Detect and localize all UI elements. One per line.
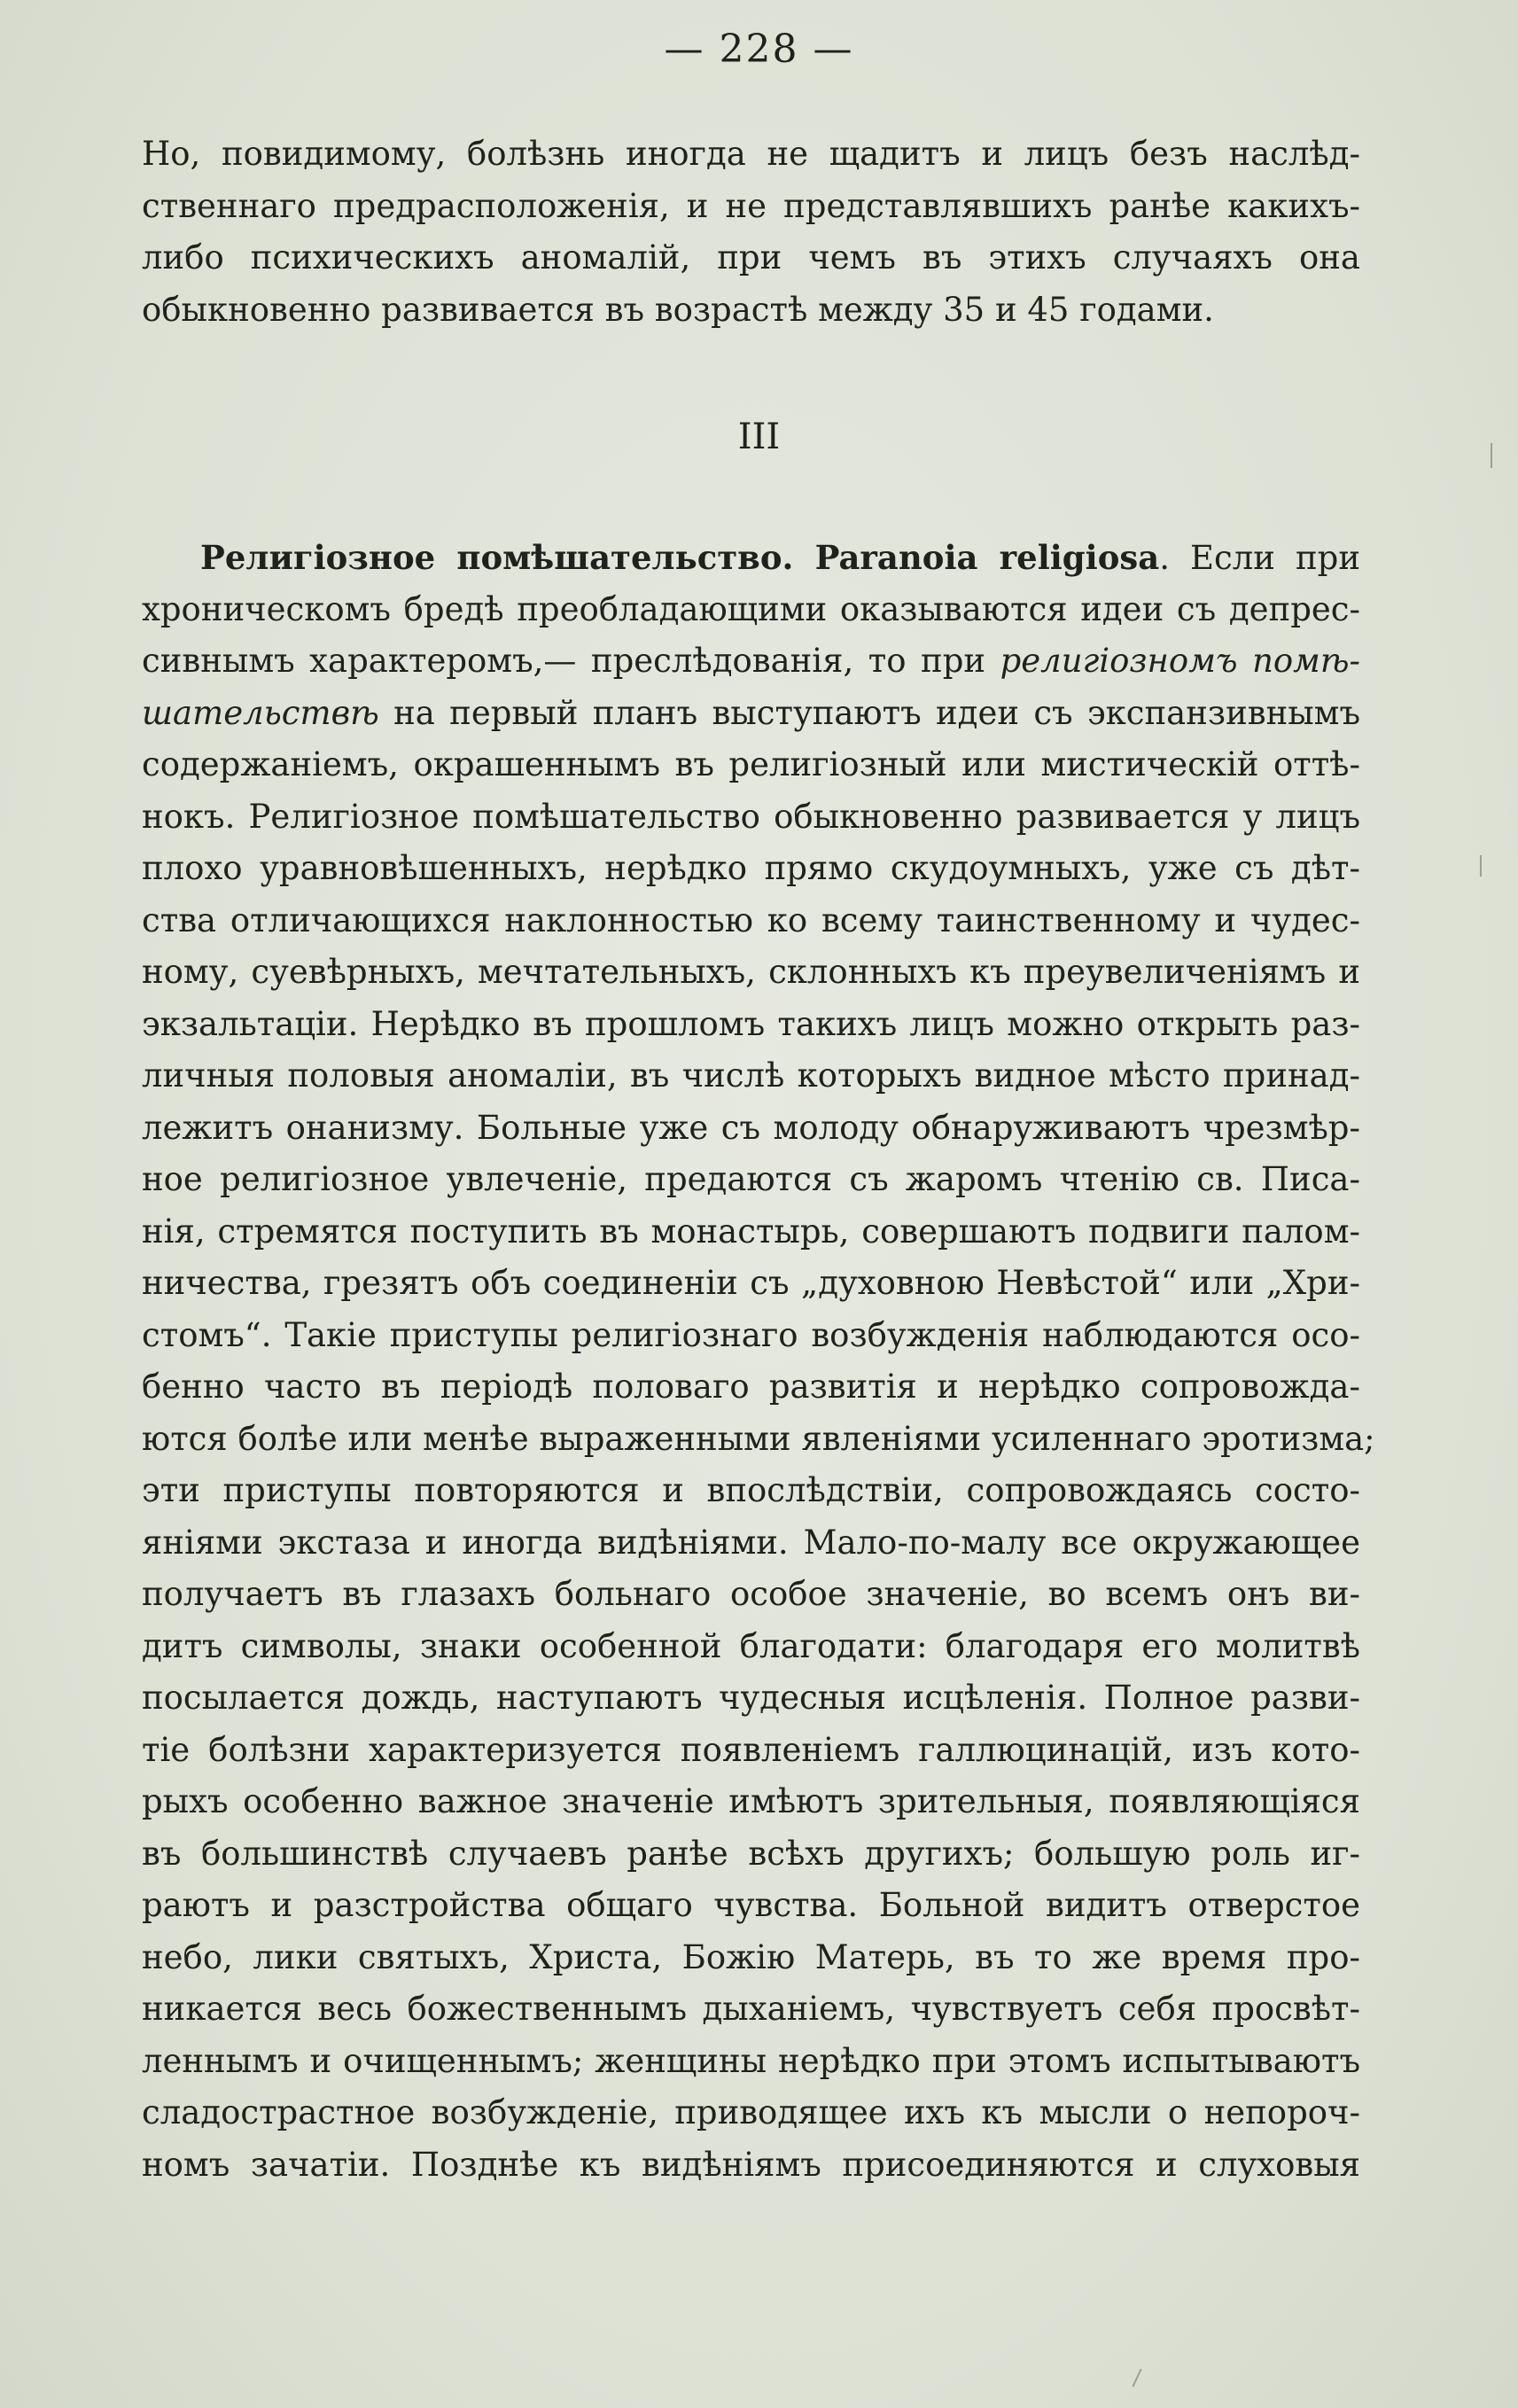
text-line: либо психическихъ аномалій, при чемъ въ этихъ случаяхъ она: [142, 238, 1360, 277]
text-line: Но, повидимому, болѣзнь иногда не щадитъ и лицъ безъ наслѣд-: [142, 135, 1360, 173]
text-line: бенно часто въ періодѣ половаго развитія и нерѣдко сопровожда-: [142, 1368, 1360, 1406]
text-line: ному, суевѣрныхъ, мечтательныхъ, склонныхъ къ преувеличеніямъ и: [142, 953, 1360, 991]
margin-scratch: [1132, 2369, 1141, 2388]
text-line: личныя половыя аномаліи, въ числѣ которыхъ видное мѣсто принад-: [142, 1056, 1360, 1095]
text-line: плохо уравновѣшенныхъ, нерѣдко прямо скудоумныхъ, уже съ дѣт-: [142, 849, 1360, 887]
margin-scratch: [1480, 855, 1482, 877]
text-line: ственнаго предрасположенія, и не представлявшихъ ранѣе какихъ-: [142, 186, 1360, 225]
text-line: нокъ. Религіозное помѣшательство обыкновенно развивается у лицъ: [142, 797, 1360, 836]
text-line: ются болѣе или менѣе выраженными явленіями усиленнаго эротизма;: [142, 1419, 1375, 1458]
text-line: рыхъ особенно важное значеніе имѣютъ зрительныя, появляющіяся: [142, 1782, 1360, 1820]
text-line: номъ зачатіи. Позднѣе къ видѣніямъ присоединяются и слуховыя: [142, 2145, 1360, 2184]
page-number: — 228 —: [664, 27, 854, 72]
text-line: получаетъ въ глазахъ больнаго особое значеніе, во всемъ онъ ви-: [142, 1575, 1360, 1613]
text-span: сивнымъ характеромъ,— преслѣдованія, то при: [142, 642, 1000, 680]
margin-scratch: [1491, 443, 1492, 468]
text-line: небо, лики святыхъ, Христа, Божію Матерь, въ то же время про-: [142, 1937, 1360, 1976]
text-span: на первый планъ выступаютъ идеи съ экспанзивнымъ: [378, 693, 1360, 732]
intro-paragraph: [142, 129, 1360, 336]
text-line: леннымъ и очищеннымъ; женщины нерѣдко при этомъ испытываютъ: [142, 2041, 1360, 2080]
text-line: хроническомъ бредѣ преобладающими оказываются идеи съ депрес-: [142, 589, 1360, 628]
text-line: обыкновенно развивается въ возрастѣ между 35 и 45 годами.: [142, 290, 1214, 329]
italic-term: шательствѣ: [142, 693, 379, 732]
main-paragraph: [142, 532, 1375, 2191]
text-line: ное религіозное увлеченіе, предаются съ жаромъ чтенію св. Писа-: [142, 1160, 1360, 1198]
text-line: [142, 688, 1360, 740]
section-title: Религіозное помѣшательство. Paranoia religiosa: [200, 538, 1160, 577]
text-line: нія, стремятся поступить въ монастырь, совершаютъ подвиги палом-: [142, 1212, 1360, 1251]
text-line: раютъ и разстройства общаго чувства. Больной видитъ отверстое: [142, 1886, 1360, 1924]
text-span: . Если при: [1159, 539, 1361, 577]
text-line: экзальтаціи. Нерѣдко въ прошломъ такихъ лицъ можно открыть раз-: [142, 1004, 1360, 1043]
text-line: сладострастное возбужденіе, приводящее ихъ къ мысли о непороч-: [142, 2093, 1360, 2131]
text-line: ства отличающихся наклонностью ко всему таинственному и чудес-: [142, 900, 1360, 939]
text-line: тіе болѣзни характеризуется появленіемъ галлюцинацій, изъ кото-: [142, 1730, 1360, 1769]
text-line: [142, 532, 1360, 584]
text-line: посылается дождь, наступаютъ чудесныя исцѣленія. Полное разви-: [142, 1679, 1360, 1717]
section-heading: III: [737, 417, 781, 457]
italic-term: религіозномъ помѣ-: [1000, 642, 1360, 680]
text-line: содержаніемъ, окрашеннымъ въ религіозный или мистическій оттѣ-: [142, 745, 1360, 783]
text-line: яніями экстаза и иногда видѣніями. Мало-по-малу все окружающее: [142, 1523, 1360, 1562]
text-line: ничества, грезятъ объ соединеніи съ „духовною Невѣстой“ или „Хри-: [142, 1264, 1360, 1302]
text-line: дитъ символы, знаки особенной благодати: благодаря его молитвѣ: [142, 1626, 1360, 1665]
text-line: никается весь божественнымъ дыханіемъ, чувствуетъ себя просвѣт-: [142, 1990, 1360, 2028]
text-line: стомъ“. Такіе приступы религіознаго возбужденія наблюдаются осо-: [142, 1315, 1360, 1354]
text-line: въ большинствѣ случаевъ ранѣе всѣхъ другихъ; большую роль иг-: [142, 1834, 1360, 1873]
text-line: эти приступы повторяются и впослѣдствіи, сопровождаясь состо-: [142, 1471, 1360, 1509]
text-line: лежитъ онанизму. Больные уже съ молоду обнаруживаютъ чрезмѣр-: [142, 1108, 1360, 1147]
text-line: [142, 635, 1360, 688]
